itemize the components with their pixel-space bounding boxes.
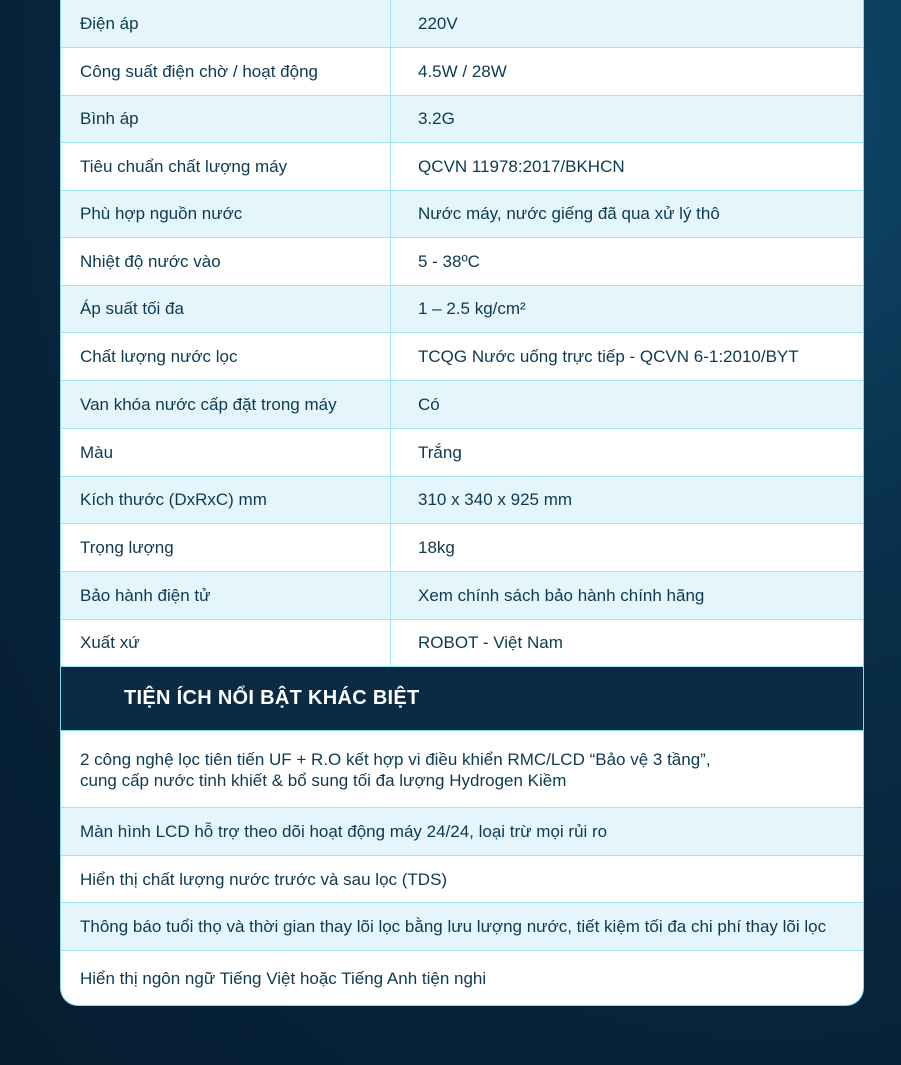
spec-label: Tiêu chuẩn chất lượng máy [61,143,391,190]
spec-value: 4.5W / 28W [418,61,507,81]
spec-value: 5 - 38ºC [418,251,480,271]
feature-item [61,732,863,808]
spec-row [61,286,863,333]
spec-label: Van khóa nước cấp đặt trong máy [61,381,391,428]
spec-label: Áp suất tối đa [61,286,391,332]
spec-label: Chất lượng nước lọc [61,333,391,380]
feature-item [61,903,863,951]
spec-label: Kích thước (DxRxC) mm [61,477,391,523]
feature-text: Màn hình LCD hỗ trợ theo dõi hoạt động máy 24/24, loại trừ mọi rủi ro [80,822,608,841]
feature-text: Thông báo tuổi thọ và thời gian thay lõi lọc bằng lưu lượng nước, tiết kiệm tối đa chi phí thay lõi lọc [80,917,827,936]
spec-value: 220V [418,13,458,33]
spec-value: QCVN 11978:2017/BKHCN [418,156,625,176]
spec-row [61,620,863,667]
spec-value: Có [418,394,440,414]
spec-row [61,0,863,48]
spec-value: Nước máy, nước giếng đã qua xử lý thô [418,204,720,223]
spec-value: ROBOT - Việt Nam [418,633,563,652]
spec-label: Công suất điện chờ / hoạt động [61,48,391,95]
spec-label: Bình áp [61,96,391,142]
spec-value: 3.2G [418,109,455,128]
spec-label: Trọng lượng [61,524,391,571]
spec-value: 1 – 2.5 kg/cm² [418,299,526,318]
features-section-title: TIỆN ÍCH NỔI BẬT KHÁC BIỆT [61,667,863,731]
spec-row [61,477,863,524]
spec-row [61,143,863,191]
feature-item [61,951,863,1006]
spec-row [61,572,863,620]
spec-value: Trắng [418,442,462,462]
feature-text: 2 công nghệ lọc tiên tiến UF + R.O kết hợp vi điều khiển RMC/LCD “Bảo vệ 3 tầng”, cung cấp nước tinh khiết & bổ sung tối đa lượng Hydrogen Kiềm [80,749,711,790]
spec-label: Nhiệt độ nước vào [61,238,391,285]
spec-label: Phù hợp nguồn nước [61,191,391,237]
spec-row [61,381,863,429]
spec-value: Xem chính sách bảo hành chính hãng [418,585,705,605]
spec-label: Màu [61,429,391,476]
spec-value: 18kg [418,537,455,557]
spec-row [61,429,863,477]
spec-value: 310 x 340 x 925 mm [418,490,573,509]
feature-item [61,856,863,903]
spec-label: Xuất xứ [61,620,391,666]
spec-row [61,238,863,286]
spec-row [61,191,863,238]
spec-value: TCQG Nước uống trực tiếp - QCVN 6-1:2010/BYT [418,346,799,366]
feature-item [61,808,863,856]
feature-text: Hiển thị chất lượng nước trước và sau lọc (TDS) [80,869,448,889]
spec-row [61,96,863,143]
spec-row [61,48,863,96]
spec-row [61,333,863,381]
feature-text: Hiển thị ngôn ngữ Tiếng Việt hoặc Tiếng Anh tiện nghi [80,969,487,988]
spec-row [61,524,863,572]
spec-label: Điện áp [61,0,391,47]
spec-card [60,0,864,1006]
spec-label: Bảo hành điện tử [61,572,391,619]
